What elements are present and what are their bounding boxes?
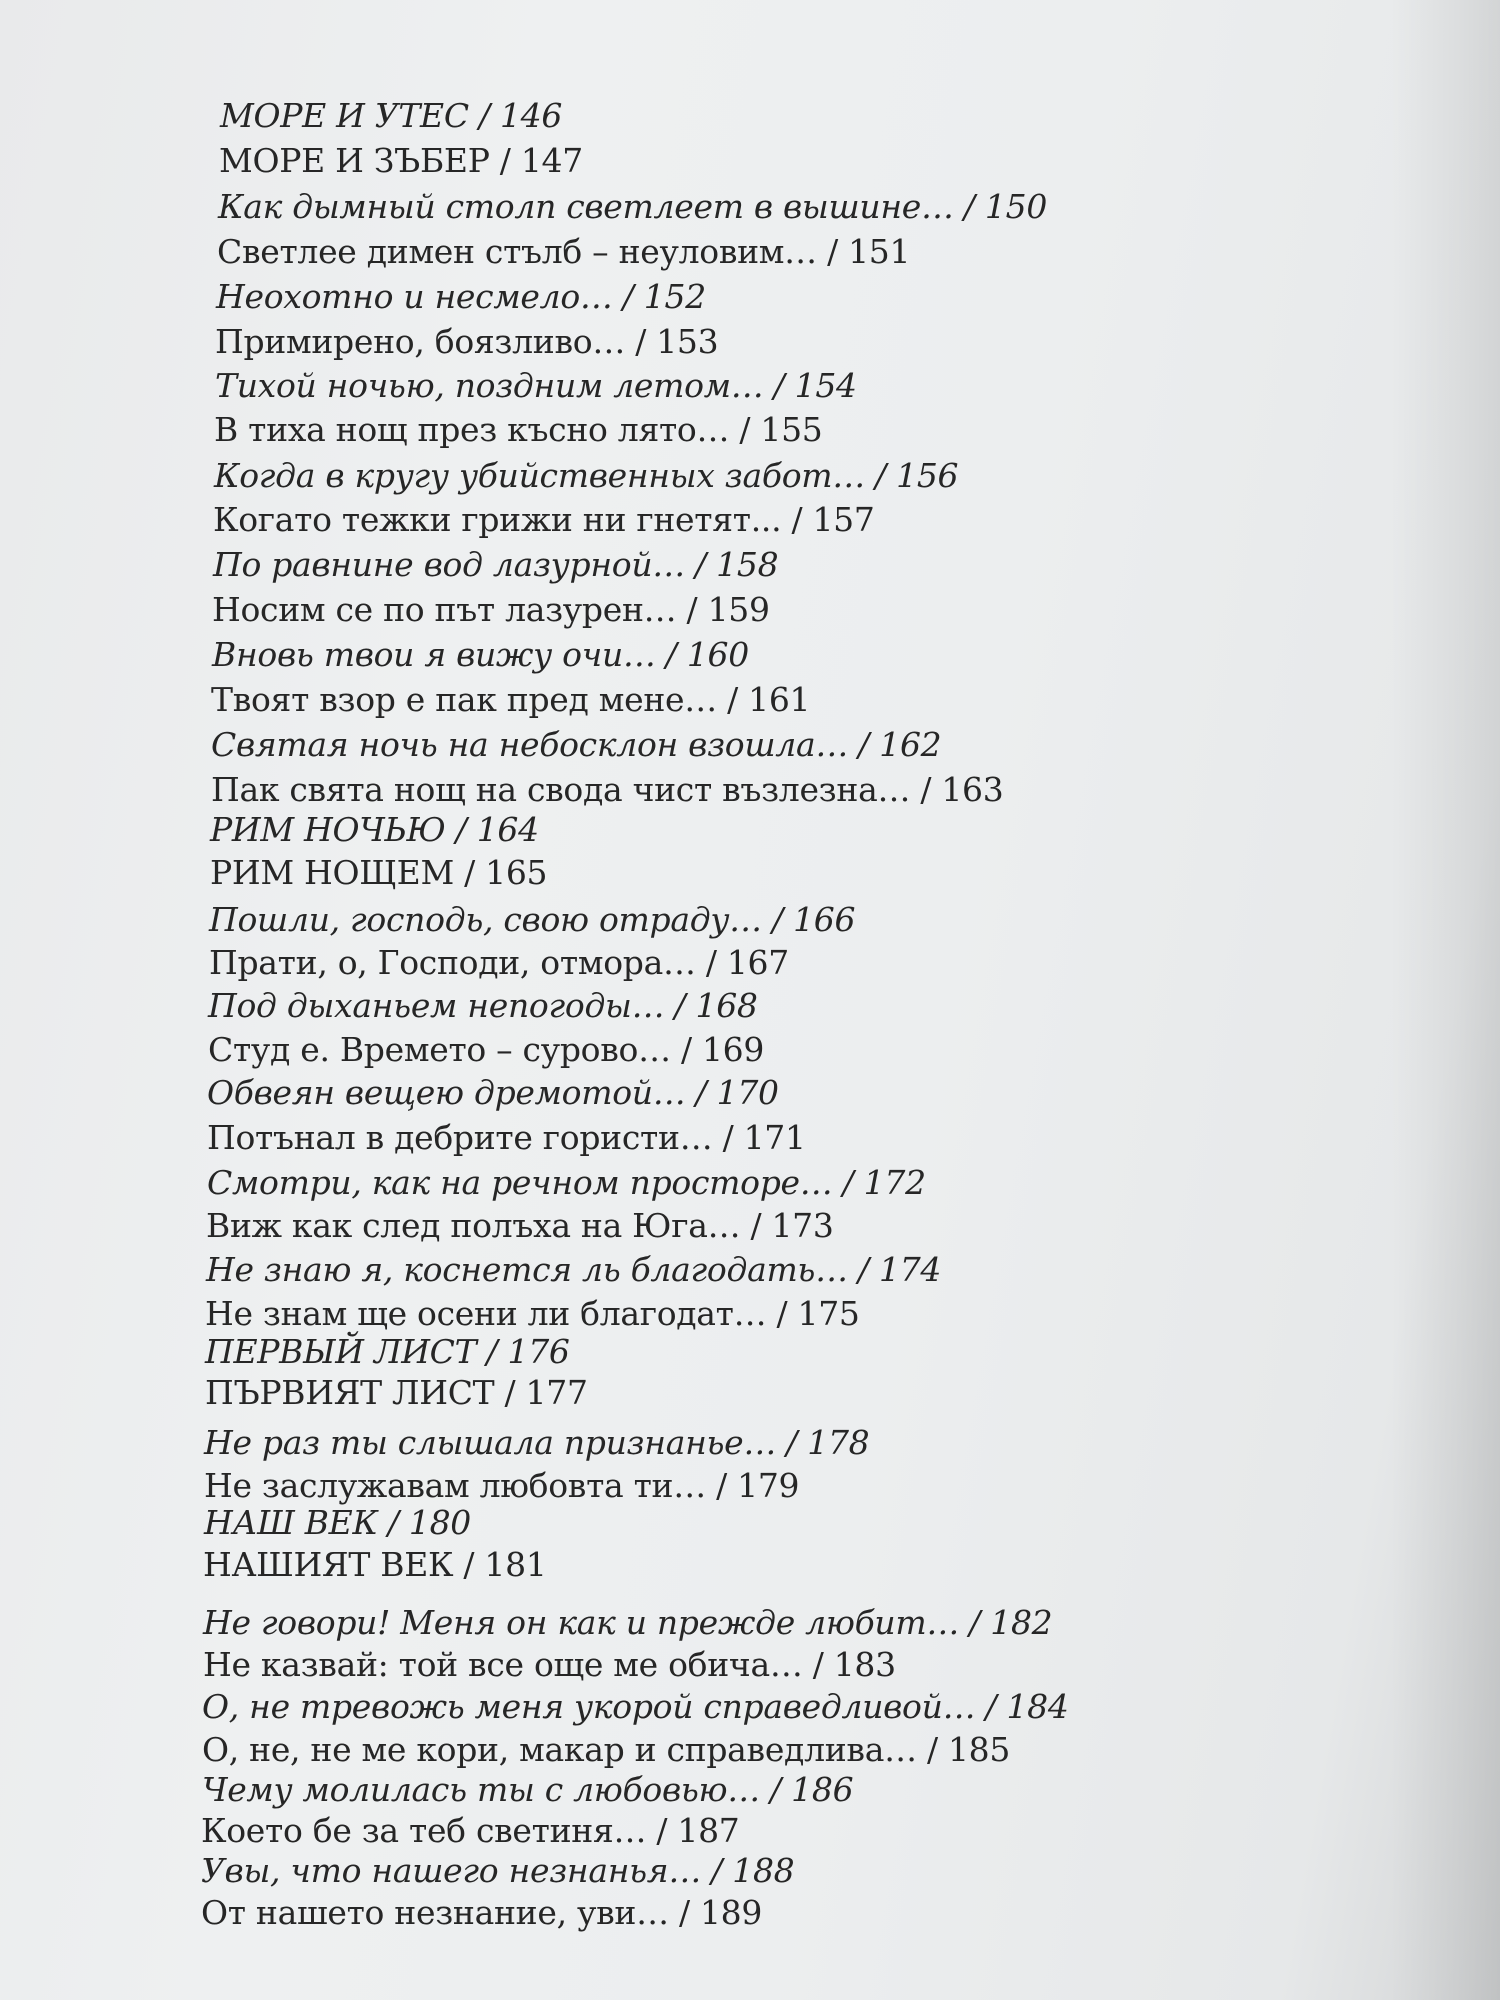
toc-entry: РИМ НОЩЕМ / 165 [210, 853, 548, 892]
toc-entry: Не знам ще осени ли благодат… / 175 [205, 1294, 860, 1333]
toc-entry: Пошли, господь, свою отраду… / 166 [209, 900, 856, 939]
toc-entry: Което бе за теб светиня… / 187 [201, 1811, 740, 1850]
toc-entry: Студ е. Времето – сурово… / 169 [208, 1030, 765, 1069]
toc-entry: Не раз ты слышала признанье… / 178 [204, 1423, 870, 1462]
toc-entry: НАШИЯТ ВЕК / 181 [203, 1545, 547, 1584]
toc-entry: Не говори! Меня он как и прежде любит… / 182 [203, 1603, 1053, 1642]
toc-entry: О, не тревожь меня укорой справедливой… / 184 [202, 1687, 1069, 1726]
toc-entry: Смотри, как на речном просторе… / 172 [207, 1163, 926, 1202]
toc-entry: Как дымный столп светлеет в вышине… / 150 [218, 187, 1048, 226]
toc-entry: Неохотно и несмело… / 152 [216, 277, 706, 316]
toc-entry: Не знаю я, коснется ль благодать… / 174 [206, 1250, 942, 1289]
toc-entry: Святая ночь на небосклон взошла… / 162 [211, 725, 942, 764]
toc-entry: По равнине вод лазурной… / 158 [213, 545, 779, 584]
toc-entry: Под дыханьем непогоды… / 168 [208, 986, 758, 1025]
toc-entry: Примирено, боязливо… / 153 [215, 322, 719, 361]
toc-entry: РИМ НОЧЬЮ / 164 [210, 810, 539, 849]
toc-entry: МОРЕ И ЗЪБЕР / 147 [219, 141, 583, 180]
toc-entry: НАШ ВЕК / 180 [204, 1503, 471, 1542]
toc-entry: Не казвай: той все още ме обича… / 183 [203, 1645, 896, 1684]
toc-entry: Увы, что нашего незнанья… / 188 [201, 1851, 795, 1890]
toc-entry: Пак свята нощ на свода чист възлезна… / 163 [211, 770, 1004, 809]
toc-entry: Твоят взор е пак пред мене… / 161 [211, 680, 811, 719]
toc-entry: Когато тежки грижи ни гнетят... / 157 [213, 500, 875, 539]
toc-entry: От нашето незнание, уви… / 189 [201, 1893, 763, 1932]
toc-entry: Когда в кругу убийственных забот… / 156 [214, 456, 959, 495]
toc-entry: Обвеян вещею дремотой… / 170 [207, 1073, 779, 1112]
toc-entry: Тихой ночью, поздним летом… / 154 [215, 366, 857, 405]
toc-entry: Чему молилась ты с любовью… / 186 [202, 1770, 854, 1809]
toc-entry: Вновь твои я вижу очи… / 160 [212, 635, 749, 674]
toc-entry: Не заслужавам любовта ти… / 179 [204, 1466, 800, 1505]
toc-entry: Прати, о, Господи, отмора… / 167 [209, 943, 789, 982]
toc-entry: Светлее димен стълб – неуловим… / 151 [217, 232, 911, 271]
toc-entry: ПЕРВЫЙ ЛИСТ / 176 [205, 1332, 570, 1371]
toc-entry: Виж как след полъха на Юга… / 173 [206, 1206, 834, 1245]
toc-entry: ПЪРВИЯТ ЛИСТ / 177 [205, 1373, 588, 1412]
toc-entry: Потънал в дебрите гористи… / 171 [207, 1118, 806, 1157]
toc-entry: Носим се по път лазурен… / 159 [212, 590, 770, 629]
page-gutter-shadow [1390, 0, 1500, 2000]
toc-entry: О, не, не ме кори, макар и справедлива… / 185 [202, 1730, 1011, 1769]
toc-entry: МОРЕ И УТЕС / 146 [220, 96, 563, 135]
toc-entry: В тиха нощ през късно лято… / 155 [214, 410, 823, 449]
